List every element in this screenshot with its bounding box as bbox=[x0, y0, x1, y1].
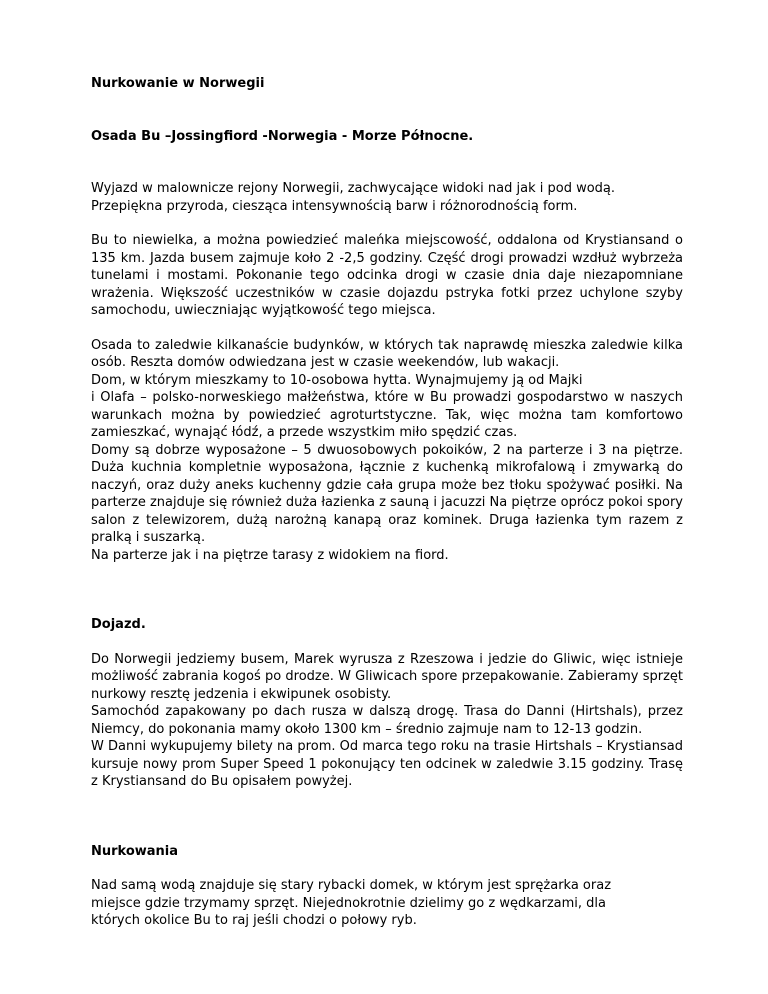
house-paragraph-line: Dom, w którym mieszkamy to 10-osobowa hytta. Wynajmujemy ją od Majki bbox=[91, 372, 583, 388]
travel-paragraph: Do Norwegii jedziemy busem, Marek wyrusza z Rzeszowa i jedzie do Gliwic, więc istnieje możliwość zabrania kogoś po drodze. W Gliwicach spore przepakowanie. Zabieramy sprzęt nurkowy resztę jedzenia i ekwipunek osobisty. bbox=[91, 651, 683, 702]
document-subtitle: Osada Bu –Jossingfiord -Norwegia - Morze Północne. bbox=[91, 128, 474, 144]
dives-heading: Nurkowania bbox=[91, 843, 179, 859]
document-title: Nurkowanie w Norwegii bbox=[91, 76, 265, 91]
terraces-line: Na parterze jak i na piętrze tarasy z widokiem na fiord. bbox=[91, 547, 449, 563]
dives-line: których okolice Bu to raj jeśli chodzi o połowy ryb. bbox=[91, 913, 417, 928]
travel-section bbox=[91, 651, 683, 791]
dives-line: miejsce gdzie trzymamy sprzęt. Niejednokrotnie dzielimy go z wędkarzami, dla bbox=[91, 895, 606, 911]
travel-paragraph: Samochód zapakowany po dach rusza w dalszą drogę. Trasa do Danni (Hirtshals), przez Niemcy, do pokonania mamy około 1300 km – średnio zajmuje nam to 12-13 godzin. bbox=[91, 704, 683, 737]
travel-heading: Dojazd. bbox=[91, 617, 146, 632]
travel-paragraph: W Danni wykupujemy bilety na prom. Od marca tego roku na trasie Hirtshals – Krystiansad kursuje nowy prom Super Speed 1 pokonujący ten odcinek w zaledwie 3.15 godziny. Trasę z Krystiansand do Bu opisałem powyżej. bbox=[91, 739, 683, 789]
settlement-block bbox=[91, 337, 683, 565]
dives-section bbox=[91, 877, 683, 930]
house-equipment-paragraph: Domy są dobrze wyposażone – 5 dwuosobowych pokoików, 2 na parterze i 3 na piętrze. Duża kuchnia kompletnie wyposażona, łącznie z kuchenką mikrofalową i zmywarką do naczyń, oraz duży aneks kuchenny gdzie cała grupa może bez tłoku spożywać posiłki. Na parterze znajduje się również duża łazienka z sauną i jacuzzi Na piętrze oprócz pokoi spory salon z telewizorem, dużą narożną kanapą oraz kominek. Druga łazienka tym razem z pralką i suszarką. bbox=[91, 442, 683, 545]
house-paragraph: i Olafa – polsko-norweskiego małżeństwa, które w Bu prowadzi gospodarstwo w naszych warunkach można by powiedzieć agroturtstyczne. Tak, więc można tam komfortowo zamieszkać, wynająć łódź, a przede wszystkim miło spędzić czas. bbox=[91, 390, 683, 440]
document-body bbox=[91, 75, 683, 930]
intro-paragraph bbox=[91, 180, 683, 215]
intro-line: Przepiękna przyroda, ciesząca intensywnością barw i różnorodnością form. bbox=[91, 198, 578, 214]
settlement-paragraph: Osada to zaledwie kilkanaście budynków, w których tak naprawdę mieszka zaledwie kilka osób. Reszta domów odwiedzana jest w czasie weekendów, lub wakacji. bbox=[91, 337, 683, 370]
dives-line: Nad samą wodą znajduje się stary rybacki domek, w którym jest sprężarka oraz bbox=[91, 878, 612, 893]
location-paragraph: Bu to niewielka, a można powiedzieć maleńka miejscowość, oddalona od Krystiansand o 135 km. Jazda busem zajmuje koło 2 -2,5 godziny. Część drogi prowadzi wzdłuż wybrzeża tunelami i mostami. Pokonanie tego odcinka drogi w czasie dnia daje niezapomniane wrażenia. Większość uczestników w czasie dojazdu pstryka fotki przez uchylone szyby samochodu, uwieczniając wyjątkowość tego miejsca. bbox=[91, 233, 683, 318]
intro-line: Wyjazd w malownicze rejony Norwegii, zachwycające widoki nad jak i pod wodą. bbox=[91, 181, 616, 196]
